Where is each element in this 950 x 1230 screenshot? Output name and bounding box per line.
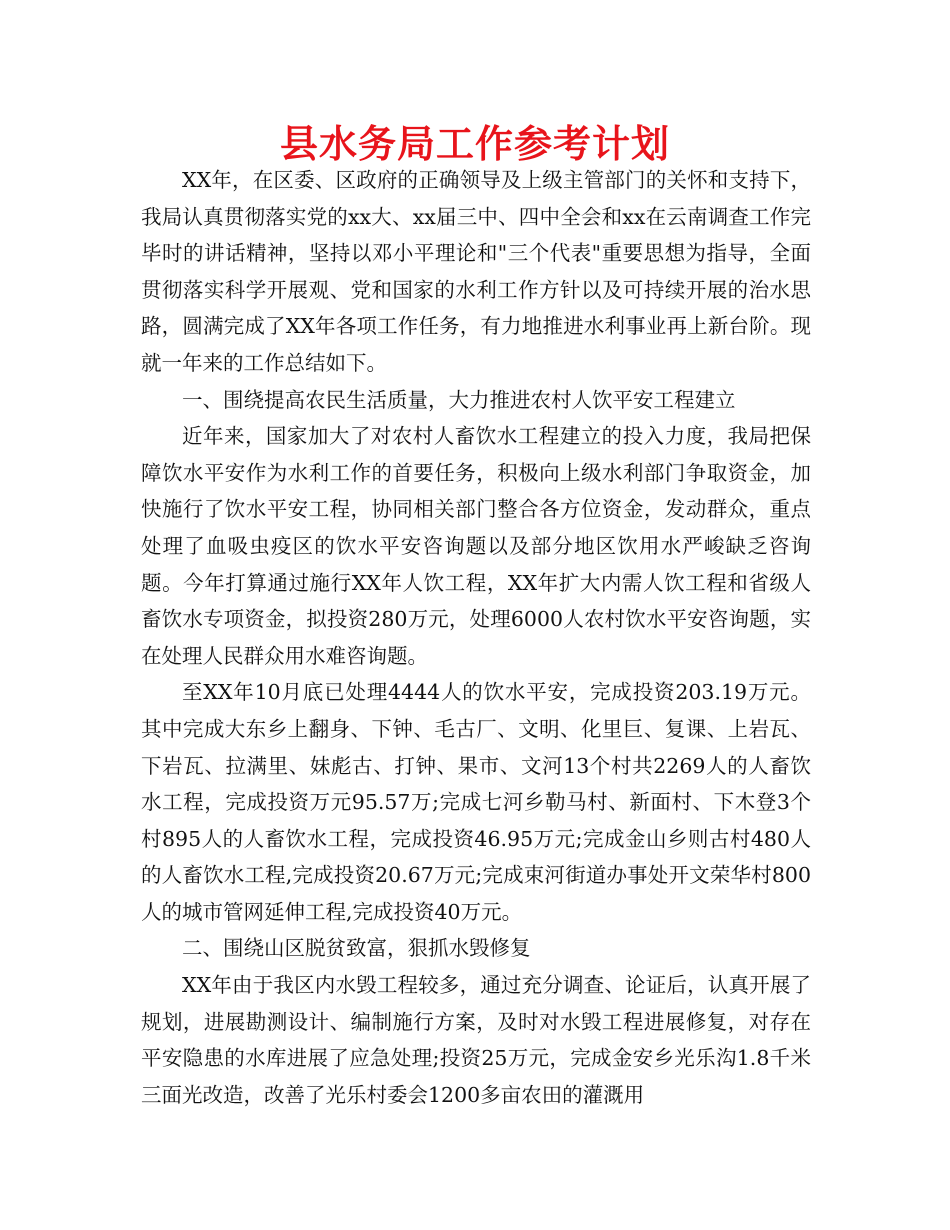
document-title: 县水务局工作参考计划: [279, 122, 670, 166]
paragraph-intro: XX年，在区委、区政府的正确领导及上级主管部门的关怀和支持下，我局认真贯彻落实党的xx大、xx届三中、四中全会和xx在云南调查工作完毕时的讲话精神，坚持以邓小平理论和"三个代表"重要思想为指导，全面贯彻落实科学开展观、党和国家的水利工作方针以及可持续开展的治水思路，圆满完成了XX年各项工作任务，有力地推进水利事业再上新台阶。现就一年来的工作总结如下。: [141, 168, 811, 375]
paragraph-flood-repair: XX年由于我区内水毁工程较多，通过充分调查、论证后，认真开展了规划，进展勘测设计、编制施行方案，及时对水毁工程进展修复，对存在平安隐患的水库进展了应急处理;投资25万元，完成金安乡光乐沟1.8千米三面光改造，改善了光乐村委会1200多亩农田的灌溉用: [141, 973, 811, 1107]
paragraph-progress: 至XX年10月底已处理4444人的饮水平安，完成投资203.19万元。其中完成大东乡上翻身、下钟、毛古厂、文明、化里巨、复课、上岩瓦、下岩瓦、拉满里、妹彪古、打钟、果市、文河13个村共2269人的人畜饮水工程，完成投资万元95.57万;完成七河乡勒马村、新面村、下木登3个村895人的人畜饮水工程，完成投资46.95万元;完成金山乡则古村480人的人畜饮水工程,完成投资20.67万元;完成束河街道办事处开文荣华村800人的城市管网延伸工程,完成投资40万元。: [141, 680, 811, 924]
paragraph-drinking-water: 近年来，国家加大了对农村人畜饮水工程建立的投入力度，我局把保障饮水平安作为水利工作的首要任务，积极向上级水利部门争取资金，加快施行了饮水平安工程，协同相关部门整合各方位资金，发动群众，重点处理了血吸虫疫区的饮水平安咨询题以及部分地区饮用水严峻缺乏咨询题。今年打算通过施行XX年人饮工程，XX年扩大内需人饮工程和省级人畜饮水专项资金，拟投资280万元，处理6000人农村饮水平安咨询题，实在处理人民群众用水难咨询题。: [141, 424, 811, 668]
section-heading-1: 一、围绕提高农民生活质量，大力推进农村人饮平安工程建立: [182, 387, 736, 412]
document-body: [141, 162, 811, 1113]
section-heading-2: 二、围绕山区脱贫致富，狠抓水毁修复: [182, 936, 531, 961]
